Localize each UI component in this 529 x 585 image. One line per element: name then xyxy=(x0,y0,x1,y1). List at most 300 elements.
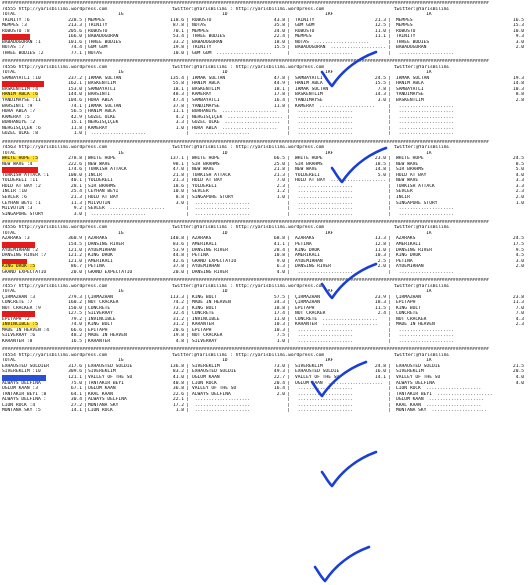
horse-name: YOLDERELI xyxy=(88,178,113,184)
column-divider: | xyxy=(287,97,290,103)
column-divider: | xyxy=(287,300,290,306)
dot-leader: .................... xyxy=(295,125,354,131)
horse-name: ALWAYS DELFINA : xyxy=(2,397,47,403)
column-divider: | xyxy=(84,200,87,206)
dot-leader: .................... xyxy=(396,120,455,126)
horse-name: GRAND EXPECTATIO xyxy=(88,269,133,275)
score-value: 8.8 xyxy=(515,92,524,98)
horse-name: HURA ABLA xyxy=(88,97,113,103)
column-divider: | xyxy=(84,183,87,189)
horse-name: ÇIRMAZHAN xyxy=(88,294,113,300)
horse-name: AYDEMIRHAN xyxy=(192,264,220,270)
horse-name: NUT CRACKER xyxy=(88,300,119,306)
dot-leader: .................... xyxy=(396,333,455,339)
score-value: 75.0 xyxy=(70,380,82,386)
dot-leader: .................... xyxy=(396,131,455,137)
score-value: 43.8 xyxy=(273,17,285,23)
score-value: 140.8 xyxy=(170,236,184,242)
dot-leader: .................... xyxy=(295,397,354,403)
column-divider: | xyxy=(84,120,87,126)
dot-leader: .................... xyxy=(295,50,354,56)
column-divider: | xyxy=(186,50,189,56)
column-header: 1A xyxy=(426,289,432,295)
horse-name: AZARAKS xyxy=(396,236,416,242)
column-divider: | xyxy=(84,45,87,51)
score-value: 15.5 xyxy=(273,45,285,51)
horse-name: MADE IN HEAVEN xyxy=(192,300,231,306)
score-value: 74.2 xyxy=(172,300,184,306)
column-divider: | xyxy=(186,114,189,120)
header-text: twitter:@YarisBilimi xyxy=(394,225,450,231)
horse-name: HURA ABLA xyxy=(192,125,217,131)
score-value: 23.0 xyxy=(374,156,386,162)
horse-name: GÜM GÜM xyxy=(88,45,108,51)
horse-name: VALLEY OF THE SU xyxy=(88,374,133,380)
horse-name: SAMBAYATLI xyxy=(88,86,116,92)
score-value: 222.6 xyxy=(68,161,82,167)
score-value: 41.1 xyxy=(273,242,285,248)
column-divider: | xyxy=(84,327,87,333)
header-text: 74556 http://yarisbilimi.wordpress.com xyxy=(2,225,108,231)
dot-leader: .................... xyxy=(316,103,375,109)
score-value: 41.0 xyxy=(172,374,184,380)
score-value: 2.5 xyxy=(377,258,386,264)
horse-name: AYDEMIRHAN xyxy=(295,258,323,264)
horse-name: NUT CRACKER :9 xyxy=(2,305,41,311)
dot-leader: .................... xyxy=(213,50,272,56)
column-header: 1G xyxy=(118,230,124,236)
column-header: 1D xyxy=(222,289,228,295)
horse-name: TRINITY xyxy=(88,23,108,29)
column-divider: | xyxy=(84,34,87,40)
column-divider: | xyxy=(388,397,391,403)
horse-name: SAMBAYATLI xyxy=(192,97,220,103)
horse-name: WHITE HOPE xyxy=(396,156,424,162)
column-divider: | xyxy=(186,305,189,311)
column-divider: | xyxy=(388,322,391,328)
horse-name: BURHANIYE xyxy=(192,109,217,115)
column-divider: | xyxy=(287,397,290,403)
column-divider: | xyxy=(84,264,87,270)
column-divider: | xyxy=(186,363,189,369)
score-value: 83.2 xyxy=(172,369,184,375)
score-value: 121.1 xyxy=(68,374,82,380)
score-value: 19.8 xyxy=(172,333,184,339)
horse-name: MADE IN HEAVEN xyxy=(396,322,435,328)
dot-leader: .................... xyxy=(222,120,281,126)
score-value: 11.8 xyxy=(273,103,285,109)
column-divider: | xyxy=(84,386,87,392)
column-divider: | xyxy=(186,333,189,339)
score-value: 31.2 xyxy=(172,322,184,328)
result-row xyxy=(2,408,527,414)
dot-leader: .................... xyxy=(319,322,378,328)
horse-name: DANSING RIVER xyxy=(192,269,228,275)
horse-name: LION ROCK xyxy=(88,408,113,414)
score-value: 2.0 xyxy=(515,194,524,200)
column-divider: | xyxy=(388,172,391,178)
column-divider: | xyxy=(84,294,87,300)
score-value: 20.4 xyxy=(273,380,285,386)
column-divider: | xyxy=(84,258,87,264)
horse-name: ÇIRMAZHAN :3 xyxy=(2,294,36,300)
dot-leader: .................... xyxy=(295,120,354,126)
column-divider: | xyxy=(84,125,87,131)
score-value: 48.3 xyxy=(172,92,184,98)
column-divider: | xyxy=(186,125,189,131)
race-block xyxy=(2,220,527,275)
horse-name: INVINCIBLE xyxy=(192,316,220,322)
score-value: 4.0 xyxy=(515,380,524,386)
dot-leader: .................... xyxy=(88,211,147,217)
column-divider: | xyxy=(287,242,290,248)
score-value: 40.1 xyxy=(70,178,82,184)
column-divider: | xyxy=(84,86,87,92)
horse-name: SINGAPORE STORY xyxy=(2,211,44,217)
score-value: 3.0 xyxy=(73,211,82,217)
horse-name: SAMBAYATLI xyxy=(295,75,323,81)
horse-name: OGLUM KAAN xyxy=(192,374,220,380)
horse-name: KING DROK xyxy=(295,247,320,253)
column-divider: | xyxy=(388,183,391,189)
horse-name: NERGISÇIÇEK xyxy=(192,114,223,120)
separator-line: ################################################################################################################################################################################ xyxy=(2,1,489,6)
dot-leader: .................... xyxy=(192,206,251,212)
column-divider: | xyxy=(388,28,391,34)
column-divider: | xyxy=(388,167,391,173)
column-header: 1RF xyxy=(325,289,334,295)
column-divider: | xyxy=(186,253,189,259)
horse-name: NOTAS xyxy=(88,50,102,56)
column-divider: | xyxy=(388,339,391,345)
score-value: 21.3 xyxy=(374,17,386,23)
column-divider: | xyxy=(84,380,87,386)
score-value: 14.8 xyxy=(512,81,524,87)
score-value: 87.8 xyxy=(172,23,184,29)
horse-name: HANIM ABLA xyxy=(396,81,424,87)
score-value: 68.8 xyxy=(273,236,285,242)
header-text: 74563 http://yarisbilimi.wordpress.com xyxy=(2,145,108,151)
column-divider: | xyxy=(287,305,290,311)
horse-name: AMERIKALI xyxy=(192,242,217,248)
dot-leader: .................... xyxy=(295,211,354,217)
column-divider: | xyxy=(388,333,391,339)
dot-leader: .................... xyxy=(219,109,278,115)
score-value: 7.0 xyxy=(276,178,285,184)
score-value: 24.8 xyxy=(374,363,386,369)
horse-name: ÇIRMAZHAN xyxy=(295,300,320,306)
horse-name: SIR BRAHMS xyxy=(396,167,424,173)
column-divider: | xyxy=(84,397,87,403)
column-divider: | xyxy=(84,189,87,195)
horse-name: AMERIKALI xyxy=(396,242,421,248)
score-value: 5.0 xyxy=(377,172,386,178)
horse-name: NEW WAVE xyxy=(396,161,419,167)
column-divider: | xyxy=(186,86,189,92)
header-text: 74556 http://yarisbilimi.wordpress.com xyxy=(2,64,108,70)
score-value: 278.8 xyxy=(68,156,82,162)
horse-name: AZARAKS xyxy=(192,236,212,242)
horse-name: SINGAPORE STORY xyxy=(192,194,234,200)
score-value: 7.0 xyxy=(515,311,524,317)
column-divider: | xyxy=(388,386,391,392)
score-value: 17.4 xyxy=(273,311,285,317)
horse-name: AMERIKALI :8 xyxy=(2,242,36,248)
column-header: 1G xyxy=(118,150,124,156)
horse-name: WHITE HOPE xyxy=(192,156,220,162)
column-header: 1RF xyxy=(325,12,334,18)
horse-name: MEMPES xyxy=(396,23,413,29)
column-header: 1RF xyxy=(325,230,334,236)
score-value: 3.0 xyxy=(515,39,524,45)
column-divider: | xyxy=(287,50,290,56)
horse-name: BURHANIYE :2 xyxy=(2,120,36,126)
horse-name: NEW WAVE :4 xyxy=(2,161,33,167)
score-value: 237.2 xyxy=(68,75,82,81)
horse-name: EXHAUSTED SOLDIER xyxy=(2,363,50,369)
header-text: twitter:@YarisBilimi : http://yarisbilimi.wordpress.com xyxy=(172,283,325,289)
score-value: 98.1 xyxy=(172,161,184,167)
column-divider: | xyxy=(388,109,391,115)
horse-name: VALLEY OF THE SU xyxy=(295,374,340,380)
column-divider: | xyxy=(84,363,87,369)
horse-name: BABADOGURAN xyxy=(192,39,223,45)
score-value: 1.8 xyxy=(175,408,184,414)
column-divider: | xyxy=(84,50,87,56)
score-value: 33.2 xyxy=(172,39,184,45)
horse-name: KARANTER :8 xyxy=(2,339,33,345)
column-divider: | xyxy=(186,236,189,242)
column-header: 1A xyxy=(426,12,432,18)
horse-name: KAMERAY xyxy=(88,125,108,131)
dot-leader: .................... xyxy=(88,131,147,137)
score-value: 127.5 xyxy=(68,311,82,317)
score-value: 8.8 xyxy=(175,194,184,200)
score-value: 18.1 xyxy=(172,86,184,92)
horse-name: IRMAK SULTAN xyxy=(88,103,122,109)
horse-name: KAMERAY xyxy=(192,92,212,98)
dot-leader: .................... xyxy=(423,386,482,392)
column-divider: | xyxy=(388,125,391,131)
horse-name: EXHAUSTED SOLDIE xyxy=(88,363,133,369)
score-value: 360.9 xyxy=(68,236,82,242)
horse-name: SEVLER xyxy=(88,206,105,212)
column-divider: | xyxy=(388,39,391,45)
column-divider: | xyxy=(186,200,189,206)
horse-name: KARANTER xyxy=(295,322,318,328)
column-divider: | xyxy=(388,247,391,253)
score-value: 10.3 xyxy=(273,322,285,328)
horse-name: HOLD AT BAY xyxy=(396,172,427,178)
horse-name: INCIR xyxy=(88,172,102,178)
column-divider: | xyxy=(186,380,189,386)
horse-name: AYDEMIRHAN xyxy=(396,264,424,270)
result-row xyxy=(2,270,527,276)
dot-leader: .................... xyxy=(423,402,482,408)
score-value: 4.2 xyxy=(175,114,184,120)
score-value: 23.9 xyxy=(374,294,386,300)
header-text: twitter:@YarisBilimi : http://yarisbilimi.wordpress.com xyxy=(172,6,325,12)
score-value: 21.8 xyxy=(172,172,184,178)
horse-name: MONTANA SKY xyxy=(88,402,119,408)
score-value: 2.0 xyxy=(276,391,285,397)
horse-name: KING BOLT xyxy=(192,294,217,300)
horse-name: LION ROCK xyxy=(396,386,421,392)
horse-name: CONCRETE xyxy=(88,305,111,311)
column-divider: | xyxy=(84,194,87,200)
column-divider: | xyxy=(84,81,87,87)
column-header: 1A xyxy=(426,70,432,76)
dot-leader: .................... xyxy=(295,194,354,200)
column-divider: | xyxy=(388,206,391,212)
score-value: 10.3 xyxy=(273,327,285,333)
column-divider: | xyxy=(186,17,189,23)
score-value: 9.3 xyxy=(515,34,524,40)
score-value: 2.3 xyxy=(276,183,285,189)
horse-name: GÜZEL ÜLKE xyxy=(192,120,220,126)
column-divider: | xyxy=(287,109,290,115)
horse-name: THREE BODIES xyxy=(88,39,122,45)
horse-name: PETINA xyxy=(396,258,413,264)
horse-name: LION ROCK xyxy=(192,380,217,386)
horse-name: BASKENTLIM xyxy=(396,97,424,103)
column-divider: | xyxy=(388,189,391,195)
horse-name: NEW WAVE xyxy=(192,167,215,173)
column-divider: | xyxy=(388,92,391,98)
column-divider: | xyxy=(186,39,189,45)
dot-leader: .................... xyxy=(295,391,354,397)
column-divider: | xyxy=(186,131,189,137)
header-text: twitter:@YarisBilimi : http://yarisbilimi.wordpress.com xyxy=(172,145,325,151)
score-value: 18.6 xyxy=(172,183,184,189)
horse-name: HOLD AT BAY xyxy=(88,194,119,200)
horse-name: YANDIMAYSE :11 xyxy=(2,97,41,103)
column-divider: | xyxy=(186,23,189,29)
score-value: 2.0 xyxy=(377,264,386,270)
dot-leader: .................... xyxy=(325,380,384,386)
score-value: 121.0 xyxy=(68,247,82,253)
score-value: 15.3 xyxy=(512,23,524,29)
dot-leader: .................... xyxy=(396,50,455,56)
dot-leader: .................... xyxy=(295,327,354,333)
score-value: 20.5 xyxy=(512,369,524,375)
column-divider: | xyxy=(84,103,87,109)
score-value: 22.4 xyxy=(273,34,285,40)
score-value: 104.6 xyxy=(68,97,82,103)
column-divider: | xyxy=(287,380,290,386)
score-value: 22.6 xyxy=(172,391,184,397)
horse-name: PETINA xyxy=(88,264,105,270)
column-divider: | xyxy=(84,28,87,34)
score-value: 67.1 xyxy=(70,386,82,392)
score-value: 317.6 xyxy=(68,363,82,369)
horse-name: MILVUTIN :3 xyxy=(2,206,33,212)
score-value: 162.1 xyxy=(68,81,82,87)
column-header: TOTAL xyxy=(2,12,16,18)
dot-leader: .................... xyxy=(295,131,354,137)
score-value: 28.1 xyxy=(70,183,82,189)
column-divider: | xyxy=(84,114,87,120)
column-divider: | xyxy=(186,386,189,392)
column-divider: | xyxy=(287,402,290,408)
horse-name: WHITE HOPE xyxy=(295,156,323,162)
score-value: 73.3 xyxy=(172,305,184,311)
column-divider: | xyxy=(84,206,87,212)
score-value: 44.8 xyxy=(172,253,184,259)
horse-name: MEMPES xyxy=(88,17,105,23)
separator-line: ################################################################################################################################################################################ xyxy=(2,59,489,65)
column-divider: | xyxy=(388,300,391,306)
score-value: 16.4 xyxy=(273,97,285,103)
horse-name: SAMBAYATLI xyxy=(396,86,424,92)
score-value: 4.0 xyxy=(515,374,524,380)
column-divider: | xyxy=(388,194,391,200)
score-value: 101.6 xyxy=(68,39,82,45)
horse-name: MEMPES xyxy=(396,17,413,23)
column-divider: | xyxy=(287,369,290,375)
checkmark-icon xyxy=(320,450,380,490)
score-value: 34.0 xyxy=(273,28,285,34)
score-value: 21.8 xyxy=(273,167,285,173)
column-divider: | xyxy=(287,86,290,92)
horse-name: NUT CRACKER xyxy=(396,316,427,322)
column-divider: | xyxy=(388,363,391,369)
score-value: 3.3 xyxy=(175,120,184,126)
horse-name: TRINITY :6 xyxy=(2,17,30,23)
score-value: 34.3 xyxy=(273,300,285,306)
dot-leader: .................... xyxy=(396,211,455,217)
horse-name: CONCRETE xyxy=(396,311,419,317)
score-value: 57.5 xyxy=(273,294,285,300)
separator-line: ################################################################################################################################################################################ xyxy=(2,278,489,283)
separator-line: ################################################################################################################################################################################ xyxy=(2,139,489,145)
score-value: 21.5 xyxy=(512,363,524,369)
column-divider: | xyxy=(388,34,391,40)
score-value: 18.1 xyxy=(273,86,285,92)
score-value: 70.1 xyxy=(172,28,184,34)
horse-name: TRINITY xyxy=(396,34,416,40)
score-value: 154.5 xyxy=(68,242,82,248)
column-divider: | xyxy=(388,211,391,217)
horse-name: HOLD AT BAY xyxy=(192,178,223,184)
result-row xyxy=(2,131,527,137)
score-value: 11.0 xyxy=(374,247,386,253)
column-divider: | xyxy=(84,39,87,45)
horse-name: PETINA xyxy=(295,242,312,248)
dot-leader: .................... xyxy=(295,333,354,339)
score-value: 4.0 xyxy=(515,172,524,178)
dot-leader: .................... xyxy=(192,200,251,206)
score-value: 15.1 xyxy=(70,120,82,126)
column-divider: | xyxy=(84,247,87,253)
horse-name: ROBUSTO xyxy=(295,28,315,34)
horse-name: AYDEMIRHAN xyxy=(88,247,116,253)
score-value: 86.7 xyxy=(70,264,82,270)
dot-leader: .................... xyxy=(295,200,354,206)
score-value: 5.0 xyxy=(515,167,524,173)
column-divider: | xyxy=(84,311,87,317)
score-value: 228.5 xyxy=(68,17,82,23)
score-value: 3.3 xyxy=(515,183,524,189)
horse-name: KING DROK :5 xyxy=(2,264,36,270)
dot-leader: .................... xyxy=(192,402,251,408)
score-value: 16.4 xyxy=(273,386,285,392)
horse-name: SEVLER xyxy=(192,189,209,195)
score-value: 2.0 xyxy=(515,45,524,51)
horse-name: TURKISH ATTACK xyxy=(396,183,435,189)
score-value: 7.8 xyxy=(377,86,386,92)
horse-name: LION ROCK :4 xyxy=(2,402,36,408)
